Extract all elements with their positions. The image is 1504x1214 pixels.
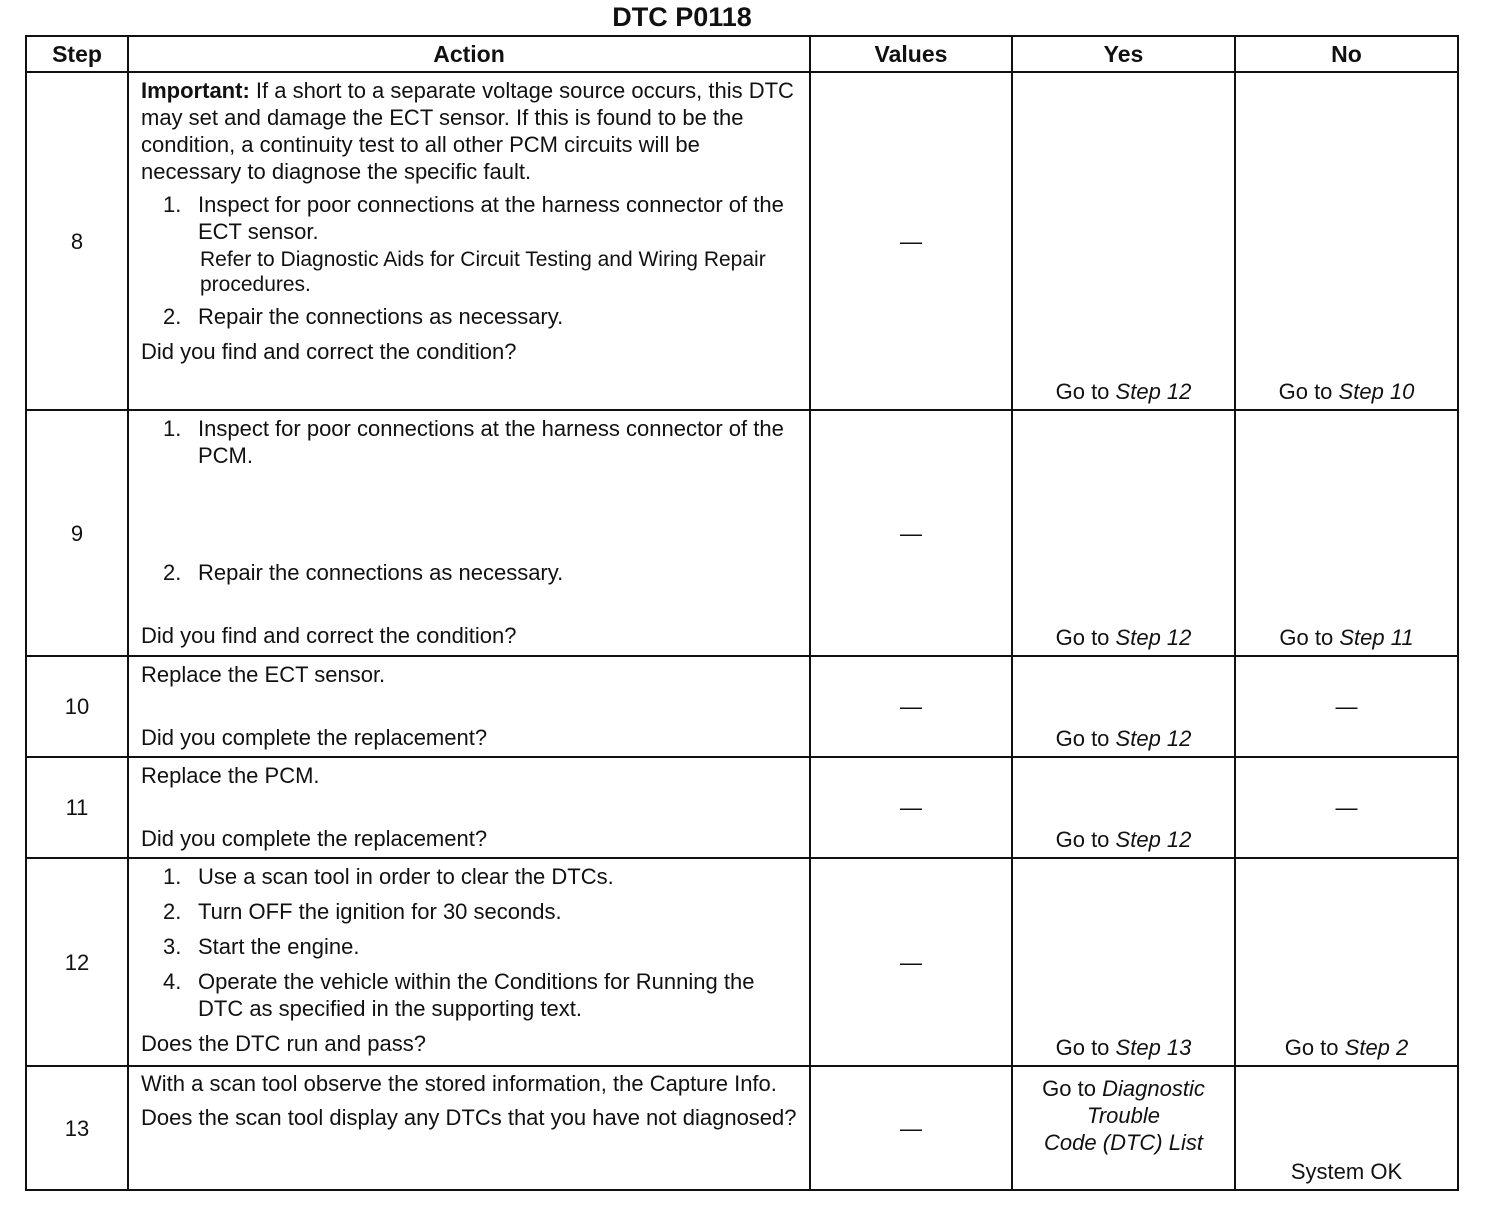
yes-link[interactable]: Step 12 [1115,827,1192,852]
go-to-text: Go to [1055,726,1110,751]
step-number: 11 [26,757,128,858]
question: Did you complete the replacement? [141,725,488,750]
yes-link[interactable]: Step 12 [1115,379,1192,404]
sub-note: Refer to Diagnostic Aids for Circuit Testing and Wiring Repair procedures. [200,248,766,296]
item-number: 2. [163,560,182,585]
go-to-text: Go to [1055,827,1110,852]
step-number: 9 [26,410,128,656]
go-to-text: Go to [1278,379,1333,404]
no-link[interactable]: Step 2 [1344,1035,1409,1060]
go-to-text: Go to [1284,1035,1339,1060]
step-number: 10 [26,656,128,757]
table-row [26,656,1458,757]
no-cell: System OK [1235,1066,1458,1190]
item-text: Repair the connections as necessary. [198,304,564,329]
item-text: Repair the connections as necessary. [198,560,564,585]
header-row [26,36,1458,72]
list-item [141,863,799,890]
header-values: Values [810,36,1012,72]
values-cell: — [810,72,1012,410]
question: Did you find and correct the condition? [141,339,517,364]
action-text: Replace the ECT sensor. [141,662,386,687]
go-to-text: Go to [1055,379,1110,404]
item-text: Inspect for poor connections at the harness connector of the PCM. [198,416,784,468]
item-number: 1. [163,864,182,889]
no-link[interactable]: Step 11 [1339,625,1414,650]
yes-link-line1[interactable]: Diagnostic [1102,1076,1205,1101]
item-text: Turn OFF the ignition for 30 seconds. [198,899,562,924]
list-item [141,898,799,925]
table-row [26,72,1458,410]
list-item [141,191,799,245]
item-number: 4. [163,969,182,994]
values-cell: — [810,410,1012,656]
values-cell: — [810,757,1012,858]
yes-link[interactable]: Step 12 [1115,726,1192,751]
no-cell [1235,72,1458,410]
item-number: 1. [163,416,182,441]
list-item [141,968,799,1022]
no-cell: — [1235,757,1458,858]
item-number: 2. [163,899,182,924]
header-yes: Yes [1012,36,1235,72]
question: Does the scan tool display any DTCs that you have not diagnosed? [141,1105,797,1130]
item-text: Start the engine. [198,934,360,959]
dtc-table [25,35,1459,1191]
step-number: 12 [26,858,128,1066]
no-link[interactable]: Step 10 [1338,379,1415,404]
page-title: DTC P0118 [612,2,752,32]
question: Did you complete the replacement? [141,826,488,851]
action-cell [128,757,810,858]
item-text: Inspect for poor connections at the harness connector of the ECT sensor. [198,192,784,244]
list-item [141,415,799,469]
item-text: Use a scan tool in order to clear the DTCs. [198,864,614,889]
item-number: 3. [163,934,182,959]
list-item [141,303,799,330]
action-text: Replace the PCM. [141,763,320,788]
table-row [26,858,1458,1066]
values-cell: — [810,858,1012,1066]
important-note [141,77,799,185]
action-cell [128,858,810,1066]
action-cell [128,656,810,757]
yes-link[interactable]: Step 13 [1115,1035,1192,1060]
yes-link-line2[interactable]: Trouble [1087,1103,1160,1128]
question: Did you find and correct the condition? [141,623,517,648]
no-cell [1235,858,1458,1066]
question: Does the DTC run and pass? [141,1031,426,1056]
yes-cell [1012,410,1235,656]
go-to-text: Go to [1042,1076,1096,1101]
go-to-text: Go to [1055,625,1110,650]
values-cell: — [810,1066,1012,1190]
step-number: 13 [26,1066,128,1190]
yes-cell [1012,858,1235,1066]
go-to-text: Go to [1279,625,1334,650]
header-no: No [1235,36,1458,72]
header-step: Step [26,36,128,72]
header-action: Action [128,36,810,72]
step-number: 8 [26,72,128,410]
table-row [26,1066,1458,1190]
yes-cell [1012,1066,1235,1190]
no-cell [1235,410,1458,656]
item-text: Operate the vehicle within the Conditions for Running the DTC as specified in the supporting text. [198,969,755,1021]
yes-cell [1012,72,1235,410]
list-item [141,559,799,586]
table-row [26,410,1458,656]
item-number: 1. [163,192,182,217]
yes-cell [1012,757,1235,858]
yes-link[interactable]: Step 12 [1115,625,1192,650]
list-item [141,933,799,960]
yes-cell [1012,656,1235,757]
yes-link-line3[interactable]: Code (DTC) List [1044,1130,1203,1155]
important-text: If a short to a separate voltage source occurs, this DTC may set and damage the ECT sensor. If this is found to be the condition, a continuity test to all other PCM circuits will be necessary to diagnose the specific fault. [141,78,794,184]
table-row [26,757,1458,858]
action-text: With a scan tool observe the stored information, the Capture Info. [141,1071,777,1096]
action-cell [128,1066,810,1190]
no-cell: — [1235,656,1458,757]
values-cell: — [810,656,1012,757]
important-label: Important: [141,78,250,103]
item-number: 2. [163,304,182,329]
action-cell [128,72,810,410]
go-to-text: Go to [1055,1035,1110,1060]
action-cell [128,410,810,656]
